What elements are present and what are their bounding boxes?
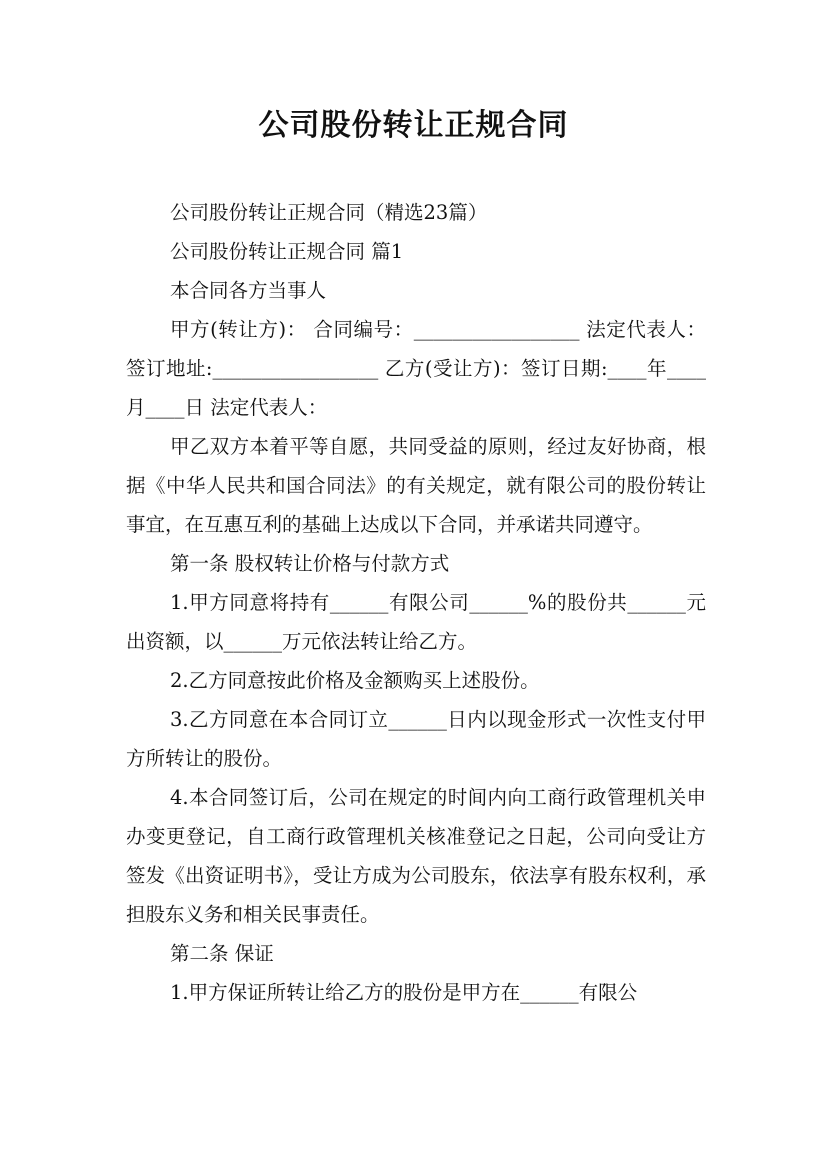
paragraph-article-1-item-2: 2.乙方同意按此价格及金额购买上述股份。: [170, 669, 540, 692]
paragraph-article-2-item-1: 1.甲方保证所转让给乙方的股份是甲方在______有限公: [170, 981, 638, 1004]
paragraph-parties-heading: 本合同各方当事人: [170, 279, 327, 302]
paragraph-subtitle: 公司股份转让正规合同（精选23篇）: [170, 201, 488, 224]
document-title: 公司股份转让正规合同: [258, 108, 569, 143]
paragraph-article-1-item-1: 1.甲方同意将持有______有限公司______%的股份共______元出资额，以______万元依法转让给乙方。: [126, 591, 706, 653]
paragraph-parties-info: 甲方(转让方)： 合同编号：_________________ 法定代表人： 签订地址:_________________ 乙方(受让方)：签订日期:____年____月____日 法定代表人：: [126, 318, 706, 419]
paragraph-article-1-heading: 第一条 股权转让价格与付款方式: [170, 552, 450, 575]
paragraph-article-1-item-4: 4.本合同签订后，公司在规定的时间内向工商行政管理机关申办变更登记，自工商行政管理机关核准登记之日起，公司向受让方签发《出资证明书》，受让方成为公司股东，依法享有股东权利，承担股东义务和相关民事责任。: [126, 786, 706, 926]
paragraph-article-2-heading: 第二条 保证: [170, 942, 274, 965]
paragraph-preamble: 甲乙双方本着平等自愿，共同受益的原则，经过友好协商，根据《中华人民共和国合同法》的有关规定，就有限公司的股份转让事宜，在互惠互利的基础上达成以下合同，并承诺共同遵守。: [126, 435, 706, 536]
paragraph-chapter-heading: 公司股份转让正规合同 篇1: [170, 240, 404, 263]
document-body: [126, 193, 706, 1012]
paragraph-article-1-item-3: 3.乙方同意在本合同订立______日内以现金形式一次性支付甲方所转让的股份。: [126, 708, 706, 770]
